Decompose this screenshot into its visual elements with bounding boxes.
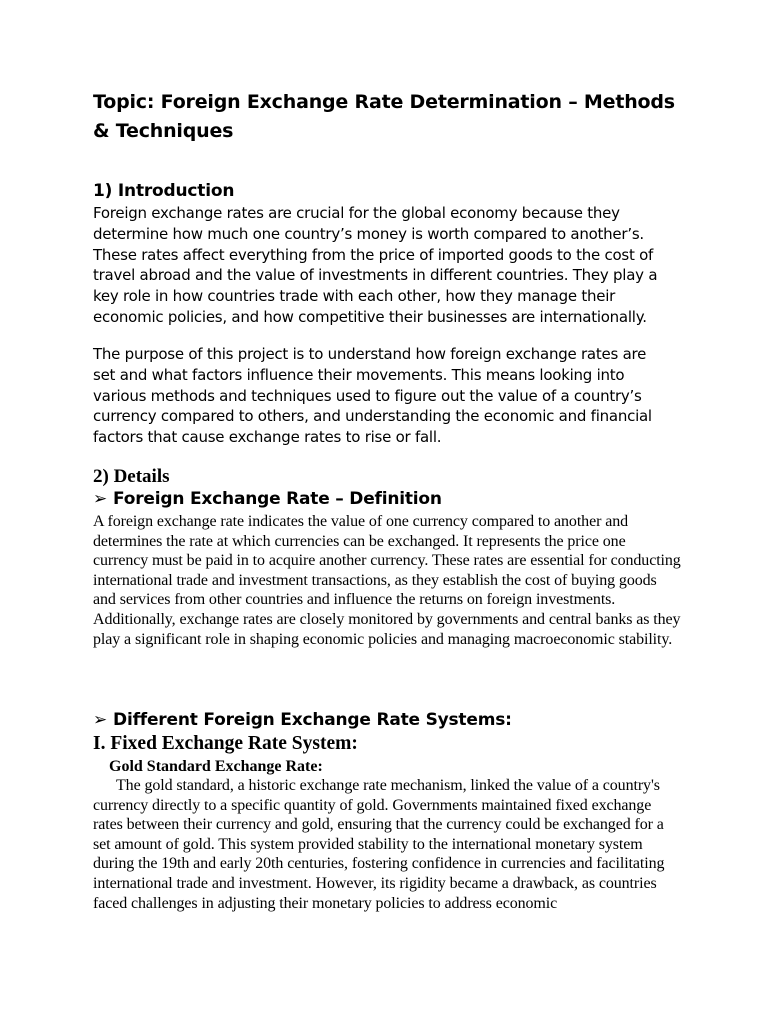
definition-paragraph: A foreign exchange rate indicates the value of one currency compared to another and determines the rate at which currencies can be exchanged. It represents the price one currency must be paid in to acquire another currency. These rates are essential for conducting international trade and investment transactions, as they establish the cost of buying goods and services from other countries and influence the returns on foreign investments. Additionally, exchange rates are closely monitored by governments and central banks as they play a significant role in shaping economic policies and managing macroeconomic stability. — [93, 513, 681, 648]
gold-standard-paragraph: The gold standard, a historic exchange rate mechanism, linked the value of a country's currency directly to a specific quantity of gold. Governments maintained fixed exchange rates between their currency and gold, ensuring that the currency could be exchanged for a set amount of gold. This system provided stability to the international monetary system during the 19th and early 20th centuries, fostering confidence in currencies and facilitating international trade and investment. However, its rigidity became a drawback, as countries faced challenges in adjusting their monetary policies to address economic — [93, 777, 665, 912]
systems-heading-text: Different Foreign Exchange Rate Systems: — [113, 710, 512, 730]
introduction-paragraph-2: The purpose of this project is to understand how foreign exchange rates are set and what factors influence their movements. This means looking into various methods and techniques used to figure out the value of a country’s currency compared to others, and understanding the economic and financial factors that cause exchange rates to rise or fall. — [93, 345, 652, 447]
details-heading: 2) Details — [93, 466, 170, 487]
gold-standard-heading: Gold Standard Exchange Rate: — [109, 758, 323, 775]
document-title: Topic: Foreign Exchange Rate Determination – Methods & Techniques — [93, 91, 675, 142]
arrow-bullet-icon: ➢ — [93, 489, 108, 509]
introduction-paragraph-1: Foreign exchange rates are crucial for the global economy because they determine how much one country’s money is worth compared to another’s. These rates affect everything from the price of imported goods to the cost of travel abroad and the value of investments in different countries. They play a key role in how countries trade with each other, how they manage their economic policies, and how competitive their businesses are internationally. — [93, 204, 658, 326]
arrow-bullet-icon: ➢ — [93, 710, 108, 730]
fixed-system-heading: I. Fixed Exchange Rate System: — [93, 733, 358, 754]
introduction-heading: 1) Introduction — [93, 181, 235, 201]
definition-heading-text: Foreign Exchange Rate – Definition — [113, 489, 442, 509]
definition-heading — [93, 488, 442, 510]
systems-heading — [93, 709, 512, 731]
